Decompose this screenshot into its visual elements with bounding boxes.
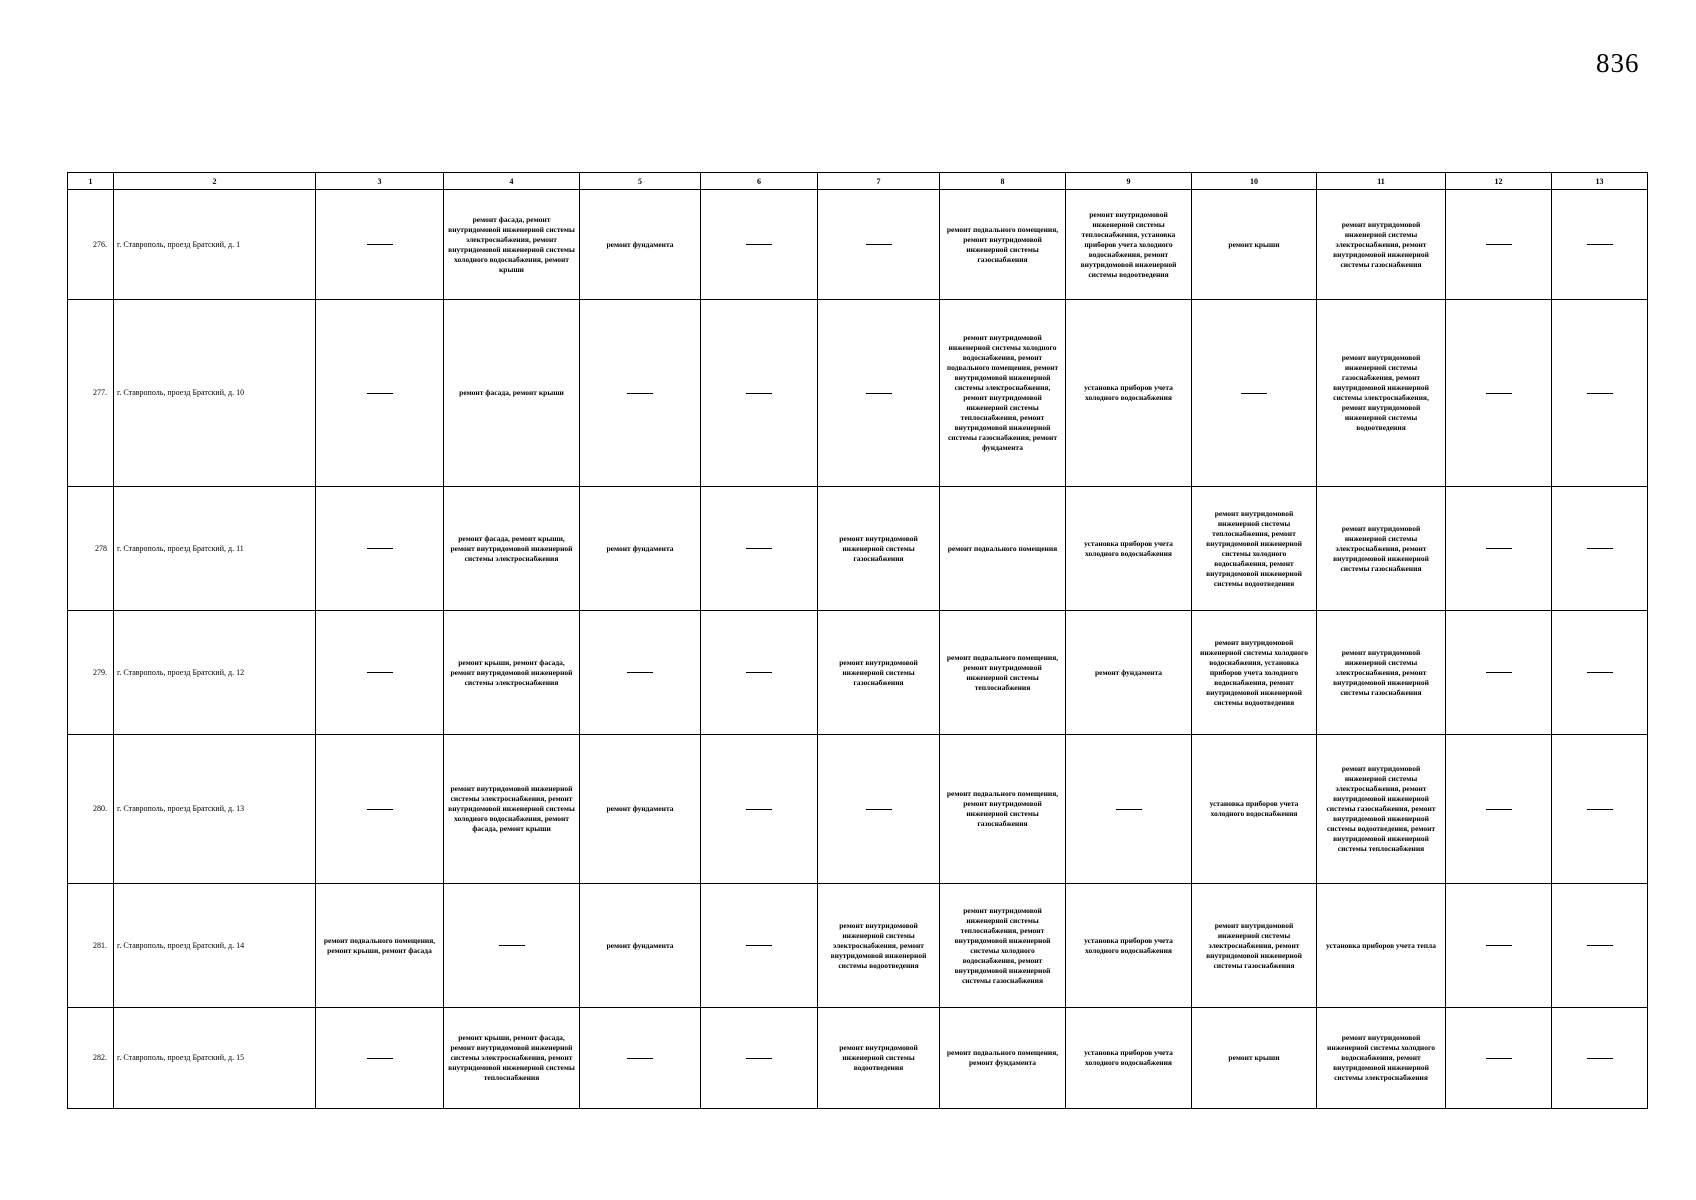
work-type-cell: установка приборов учета холодного водоснабжения — [1192, 735, 1317, 884]
dash-mark — [1116, 809, 1142, 810]
column-header: 9 — [1066, 173, 1192, 190]
work-type-cell: ремонт фундамента — [580, 735, 701, 884]
work-type-cell: установка приборов учета холодного водоснабжения — [1066, 300, 1192, 487]
dash-mark — [627, 1058, 653, 1059]
work-type-cell: ремонт внутридомовой инженерной системы электроснабжения, ремонт внутридомовой инженерной системы газоснабжения — [1192, 884, 1317, 1008]
empty-cell — [1446, 300, 1552, 487]
dash-mark — [746, 672, 772, 673]
dash-mark — [1587, 672, 1613, 673]
dash-mark — [1486, 244, 1512, 245]
work-type-cell: ремонт внутридомовой инженерной системы холодного водоснабжения, ремонт внутридомовой инженерной системы электроснабжения — [1317, 1008, 1446, 1109]
empty-cell — [316, 1008, 444, 1109]
empty-cell — [701, 611, 818, 735]
work-type-cell: ремонт внутридомовой инженерной системы электроснабжения, ремонт внутридомовой инженерной системы газоснабжения — [1317, 487, 1446, 611]
address-cell: г. Ставрополь, проезд Братский, д. 12 — [114, 611, 316, 735]
work-type-cell: установка приборов учета тепла — [1317, 884, 1446, 1008]
work-type-cell: ремонт крыши — [1192, 190, 1317, 300]
work-type-cell: ремонт внутридомовой инженерной системы газоснабжения — [818, 487, 940, 611]
empty-cell — [1066, 735, 1192, 884]
dash-mark — [746, 809, 772, 810]
row-number-cell: 280. — [68, 735, 114, 884]
column-header: 11 — [1317, 173, 1446, 190]
work-type-cell: установка приборов учета холодного водоснабжения — [1066, 1008, 1192, 1109]
empty-cell — [316, 611, 444, 735]
empty-cell — [316, 487, 444, 611]
dash-mark — [367, 809, 393, 810]
empty-cell — [1446, 1008, 1552, 1109]
dash-mark — [866, 809, 892, 810]
dash-mark — [1587, 548, 1613, 549]
work-type-cell: установка приборов учета холодного водоснабжения — [1066, 884, 1192, 1008]
dash-mark — [746, 548, 772, 549]
work-type-cell: ремонт фасада, ремонт внутридомовой инженерной системы электроснабжения, ремонт внутридомовой инженерной системы холодного водоснабжения, ремонт крыши — [444, 190, 580, 300]
dash-mark — [1486, 809, 1512, 810]
column-header: 13 — [1552, 173, 1648, 190]
work-type-cell: ремонт внутридомовой инженерной системы электроснабжения, ремонт внутридомовой инженерной системы водоотведения — [818, 884, 940, 1008]
dash-mark — [1587, 809, 1613, 810]
work-type-cell: ремонт фундамента — [580, 190, 701, 300]
table-row — [68, 611, 1648, 735]
address-cell: г. Ставрополь, проезд Братский, д. 10 — [114, 300, 316, 487]
dash-mark — [746, 244, 772, 245]
work-type-cell: ремонт подвального помещения — [940, 487, 1066, 611]
row-number-cell: 277. — [68, 300, 114, 487]
empty-cell — [1552, 190, 1648, 300]
work-type-cell: установка приборов учета холодного водоснабжения — [1066, 487, 1192, 611]
work-type-cell: ремонт подвального помещения, ремонт фундамента — [940, 1008, 1066, 1109]
column-header: 7 — [818, 173, 940, 190]
empty-cell — [701, 735, 818, 884]
dash-mark — [866, 393, 892, 394]
column-number-header-row — [68, 173, 1648, 190]
dash-mark — [367, 548, 393, 549]
dash-mark — [1486, 1058, 1512, 1059]
empty-cell — [701, 884, 818, 1008]
address-cell: г. Ставрополь, проезд Братский, д. 14 — [114, 884, 316, 1008]
work-type-cell: ремонт внутридомовой инженерной системы электроснабжения, ремонт внутридомовой инженерной системы газоснабжения — [1317, 190, 1446, 300]
empty-cell — [580, 611, 701, 735]
dash-mark — [1587, 244, 1613, 245]
column-header: 1 — [68, 173, 114, 190]
table-row — [68, 884, 1648, 1008]
column-header: 3 — [316, 173, 444, 190]
address-cell: г. Ставрополь, проезд Братский, д. 13 — [114, 735, 316, 884]
table-body — [68, 173, 1648, 1109]
work-type-cell: ремонт фасада, ремонт крыши — [444, 300, 580, 487]
column-header: 12 — [1446, 173, 1552, 190]
empty-cell — [701, 300, 818, 487]
empty-cell — [1552, 735, 1648, 884]
empty-cell — [701, 190, 818, 300]
table-row — [68, 735, 1648, 884]
column-header: 5 — [580, 173, 701, 190]
empty-cell — [818, 190, 940, 300]
dash-mark — [1587, 1058, 1613, 1059]
dash-mark — [367, 1058, 393, 1059]
dash-mark — [1486, 548, 1512, 549]
dash-mark — [1587, 393, 1613, 394]
work-type-cell: ремонт внутридомовой инженерной системы электроснабжения, ремонт внутридомовой инженерной системы холодного водоснабжения, ремонт фасада, ремонт крыши — [444, 735, 580, 884]
work-type-cell: ремонт фундамента — [580, 487, 701, 611]
work-type-cell: ремонт внутридомовой инженерной системы газоснабжения — [818, 611, 940, 735]
empty-cell — [316, 735, 444, 884]
work-type-cell: ремонт подвального помещения, ремонт внутридомовой инженерной системы газоснабжения — [940, 190, 1066, 300]
dash-mark — [1241, 393, 1267, 394]
empty-cell — [580, 300, 701, 487]
column-header: 10 — [1192, 173, 1317, 190]
empty-cell — [1552, 884, 1648, 1008]
dash-mark — [746, 393, 772, 394]
empty-cell — [444, 884, 580, 1008]
empty-cell — [580, 1008, 701, 1109]
dash-mark — [367, 244, 393, 245]
empty-cell — [1446, 611, 1552, 735]
empty-cell — [1552, 487, 1648, 611]
address-cell: г. Ставрополь, проезд Братский, д. 11 — [114, 487, 316, 611]
address-cell: г. Ставрополь, проезд Братский, д. 15 — [114, 1008, 316, 1109]
row-number-cell: 281. — [68, 884, 114, 1008]
dash-mark — [746, 945, 772, 946]
empty-cell — [316, 300, 444, 487]
work-type-cell: ремонт внутридомовой инженерной системы водоотведения — [818, 1008, 940, 1109]
dash-mark — [1486, 945, 1512, 946]
column-header: 6 — [701, 173, 818, 190]
empty-cell — [1192, 300, 1317, 487]
work-type-cell: ремонт фундамента — [1066, 611, 1192, 735]
empty-cell — [818, 300, 940, 487]
table-row — [68, 1008, 1648, 1109]
column-header: 8 — [940, 173, 1066, 190]
work-type-cell: ремонт подвального помещения, ремонт крыши, ремонт фасада — [316, 884, 444, 1008]
work-type-cell: ремонт фасада, ремонт крыши, ремонт внутридомовой инженерной системы электроснабжения — [444, 487, 580, 611]
row-number-cell: 279. — [68, 611, 114, 735]
column-header: 4 — [444, 173, 580, 190]
empty-cell — [1446, 190, 1552, 300]
table-row — [68, 487, 1648, 611]
dash-mark — [627, 393, 653, 394]
work-type-cell: ремонт фундамента — [580, 884, 701, 1008]
dash-mark — [367, 672, 393, 673]
work-type-cell: ремонт крыши, ремонт фасада, ремонт внутридомовой инженерной системы электроснабжения — [444, 611, 580, 735]
dash-mark — [627, 672, 653, 673]
row-number-cell: 276. — [68, 190, 114, 300]
empty-cell — [1552, 1008, 1648, 1109]
table-row — [68, 300, 1648, 487]
empty-cell — [316, 190, 444, 300]
work-type-cell: ремонт внутридомовой инженерной системы электроснабжения, ремонт внутридомовой инженерной системы газоснабжения — [1317, 611, 1446, 735]
work-type-cell: ремонт внутридомовой инженерной системы теплоснабжения, ремонт внутридомовой инженерной системы холодного водоснабжения, ремонт внутридомовой инженерной системы водоотведения — [1192, 487, 1317, 611]
dash-mark — [746, 1058, 772, 1059]
table-row — [68, 190, 1648, 300]
work-type-cell: ремонт внутридомовой инженерной системы газоснабжения, ремонт внутридомовой инженерной системы электроснабжения, ремонт внутридомовой инженерной системы водоотведения — [1317, 300, 1446, 487]
work-type-cell: ремонт внутридомовой инженерной системы теплоснабжения, установка приборов учета холодного водоснабжения, ремонт внутридомовой инженерной системы водоотведения — [1066, 190, 1192, 300]
work-type-cell: ремонт внутридомовой инженерной системы холодного водоснабжения, установка приборов учета холодного водоснабжения, ремонт внутридомовой инженерной системы водоотведения — [1192, 611, 1317, 735]
work-type-cell: ремонт внутридомовой инженерной системы теплоснабжения, ремонт внутридомовой инженерной системы холодного водоснабжения, ремонт внутридомовой инженерной системы газоснабжения — [940, 884, 1066, 1008]
dash-mark — [866, 244, 892, 245]
empty-cell — [701, 487, 818, 611]
work-type-cell: ремонт внутридомовой инженерной системы холодного водоснабжения, ремонт подвального помещения, ремонт внутридомовой инженерной системы электроснабжения, ремонт внутридомовой инженерной системы теплоснабжения, ремонт внутридомовой инженерной системы газоснабжения, ремонт фундамента — [940, 300, 1066, 487]
work-type-cell: ремонт внутридомовой инженерной системы электроснабжения, ремонт внутридомовой инженерной системы газоснабжения, ремонт внутридомовой инженерной системы водоотведения, ремонт внутридомовой инженерной системы теплоснабжения — [1317, 735, 1446, 884]
empty-cell — [701, 1008, 818, 1109]
dash-mark — [1587, 945, 1613, 946]
row-number-cell: 278 — [68, 487, 114, 611]
dash-mark — [499, 945, 525, 946]
column-header: 2 — [114, 173, 316, 190]
empty-cell — [1552, 611, 1648, 735]
empty-cell — [1552, 300, 1648, 487]
work-type-cell: ремонт крыши, ремонт фасада, ремонт внутридомовой инженерной системы электроснабжения, ремонт внутридомовой инженерной системы теплоснабжения — [444, 1008, 580, 1109]
work-type-cell: ремонт крыши — [1192, 1008, 1317, 1109]
dash-mark — [367, 393, 393, 394]
work-type-cell: ремонт подвального помещения, ремонт внутридомовой инженерной системы газоснабжения — [940, 735, 1066, 884]
row-number-cell: 282. — [68, 1008, 114, 1109]
work-type-cell: ремонт подвального помещения, ремонт внутридомовой инженерной системы теплоснабжения — [940, 611, 1066, 735]
dash-mark — [1486, 393, 1512, 394]
dash-mark — [1486, 672, 1512, 673]
page-number: 836 — [1596, 48, 1640, 78]
empty-cell — [818, 735, 940, 884]
empty-cell — [1446, 487, 1552, 611]
empty-cell — [1446, 884, 1552, 1008]
address-cell: г. Ставрополь, проезд Братский, д. 1 — [114, 190, 316, 300]
empty-cell — [1446, 735, 1552, 884]
repair-schedule-table — [67, 172, 1648, 1109]
